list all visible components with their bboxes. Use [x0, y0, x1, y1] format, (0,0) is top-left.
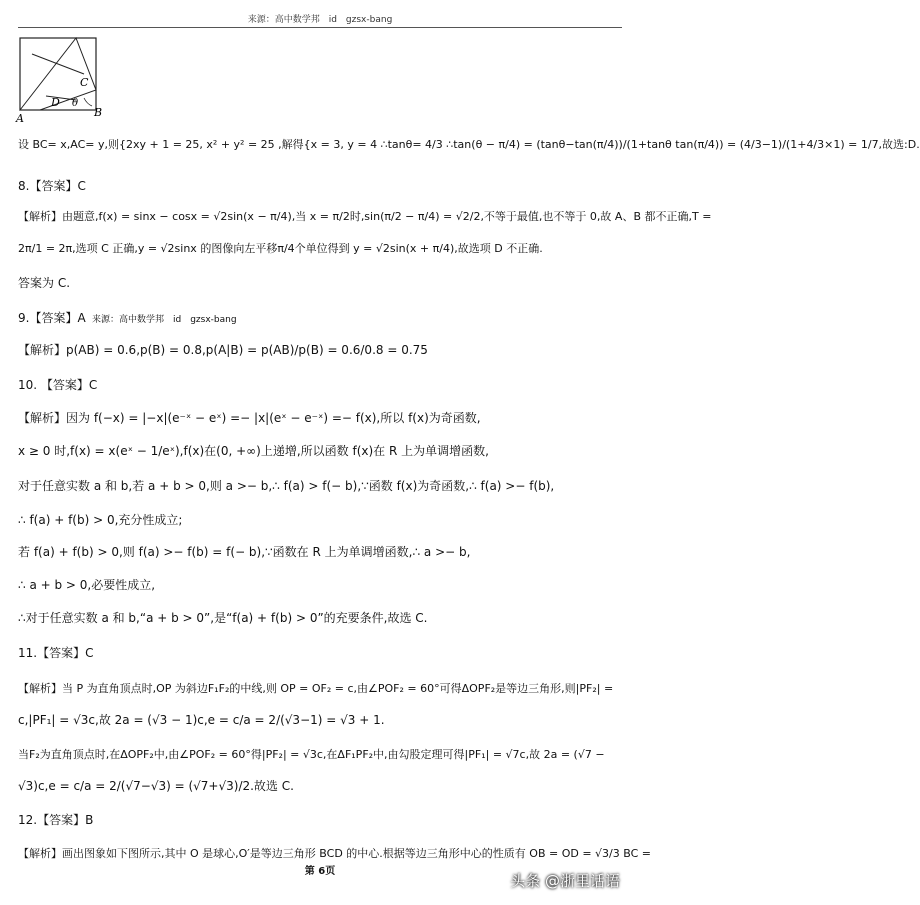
- q11-solution-line-2: c,|PF₁| = √3c,故 2a = (√3 − 1)c,e = c/a = 2/(√3−1) = √3 + 1.: [18, 713, 385, 727]
- q11-solution-line-1: 【解析】当 P 为直角顶点时,OP 为斜边F₁F₂的中线,则 OP = OF₂ = c,由∠POF₂ = 60°可得ΔOPF₂是等边三角形,则|PF₂| =: [18, 682, 614, 695]
- q12-solution-line-1: 【解析】画出图象如下图所示,其中 O 是球心,O′是等边三角形 BCD 的中心.根据等边三角形中心的性质有 OB = OD = √3/3 BC =: [18, 847, 651, 860]
- page-header: 来源：高中数学邦 id gzsx-bang: [247, 15, 393, 25]
- label-D: D: [51, 96, 60, 109]
- q10-solution-line-4: ∴ f(a) + f(b) > 0,充分性成立;: [18, 513, 183, 527]
- q8-solution-line-2: 2π/1 = 2π,选项 C 正确,y = √2sinx 的图像向左平移π/4个单位得到 y = √2sin(x + π/4),故选项 D 不正确.: [18, 242, 543, 255]
- q10-solution-line-5: 若 f(a) + f(b) > 0,则 f(a) >− f(b) = f(− b),∵函数在 R 上为单调增函数,∴ a >− b,: [18, 545, 471, 559]
- label-A: A: [16, 112, 24, 125]
- q10-solution-line-2: x ≥ 0 时,f(x) = x(eˣ − 1/eˣ),f(x)在(0, +∞)上递增,所以函数 f(x)在 R 上为单调增函数,: [18, 444, 489, 458]
- square-figure: [16, 36, 116, 130]
- q8-answer: 8.【答案】C: [18, 179, 86, 193]
- q10-solution-line-7: ∴对于任意实数 a 和 b,“a + b > 0”,是“f(a) + f(b) > 0”的充要条件,故选 C.: [18, 611, 428, 625]
- q10-solution-line-3: 对于任意实数 a 和 b,若 a + b > 0,则 a >− b,∴ f(a) > f(− b),∵函数 f(x)为奇函数,∴ f(a) >− f(b),: [18, 479, 555, 493]
- label-theta: θ: [72, 98, 79, 109]
- q9-source-note: 来源：高中数学邦 id gzsx-bang: [92, 315, 237, 325]
- page-number: 第 6页: [304, 866, 336, 877]
- q11-answer: 11.【答案】C: [18, 646, 94, 660]
- q9-solution: 【解析】p(AB) = 0.6,p(B) = 0.8,p(A|B) = p(AB)/p(B) = 0.6/0.8 = 0.75: [18, 343, 428, 357]
- q8-conclusion: 答案为 C.: [18, 276, 71, 290]
- q7-solution: 设 BC= x,AC= y,则{2xy + 1 = 25, x² + y² = 25 ,解得{x = 3, y = 4 ∴tanθ= 4/3 ∴tan(θ − π/4) = (tanθ−tan(π/4))/(1+tanθ tan(π/4)) = (4/3−1)/(1+4/3×1) = 1/7,故选:D.: [18, 138, 920, 151]
- label-C: C: [80, 76, 89, 89]
- q9-answer: 9.【答案】A: [18, 311, 86, 325]
- label-B: B: [94, 106, 103, 119]
- q10-solution-line-1: 【解析】因为 f(−x) = |−x|(e⁻ˣ − eˣ) =− |x|(eˣ − e⁻ˣ) =− f(x),所以 f(x)为奇函数,: [18, 411, 481, 425]
- q10-answer: 10. 【答案】C: [18, 378, 98, 392]
- q8-solution-line-1: 【解析】由题意,f(x) = sinx − cosx = √2sin(x − π/4),当 x = π/2时,sin(π/2 − π/4) = √2/2,不等于最值,也不等于 0,故 A、B 都不正确,T =: [18, 210, 712, 223]
- q10-solution-line-6: ∴ a + b > 0,必要性成立,: [18, 578, 156, 592]
- header-rule: [18, 27, 622, 28]
- q11-solution-line-3: 当F₂为直角顶点时,在ΔOPF₂中,由∠POF₂ = 60°得|PF₂| = √3c,在ΔF₁PF₂中,由勾股定理可得|PF₁| = √7c,故 2a = (√7 −: [18, 748, 605, 761]
- watermark: 头条 @浙里话语: [510, 872, 620, 890]
- q11-solution-line-4: √3)c,e = c/a = 2/(√7−√3) = (√7+√3)/2.故选 C.: [18, 779, 294, 793]
- q12-answer: 12.【答案】B: [18, 813, 94, 827]
